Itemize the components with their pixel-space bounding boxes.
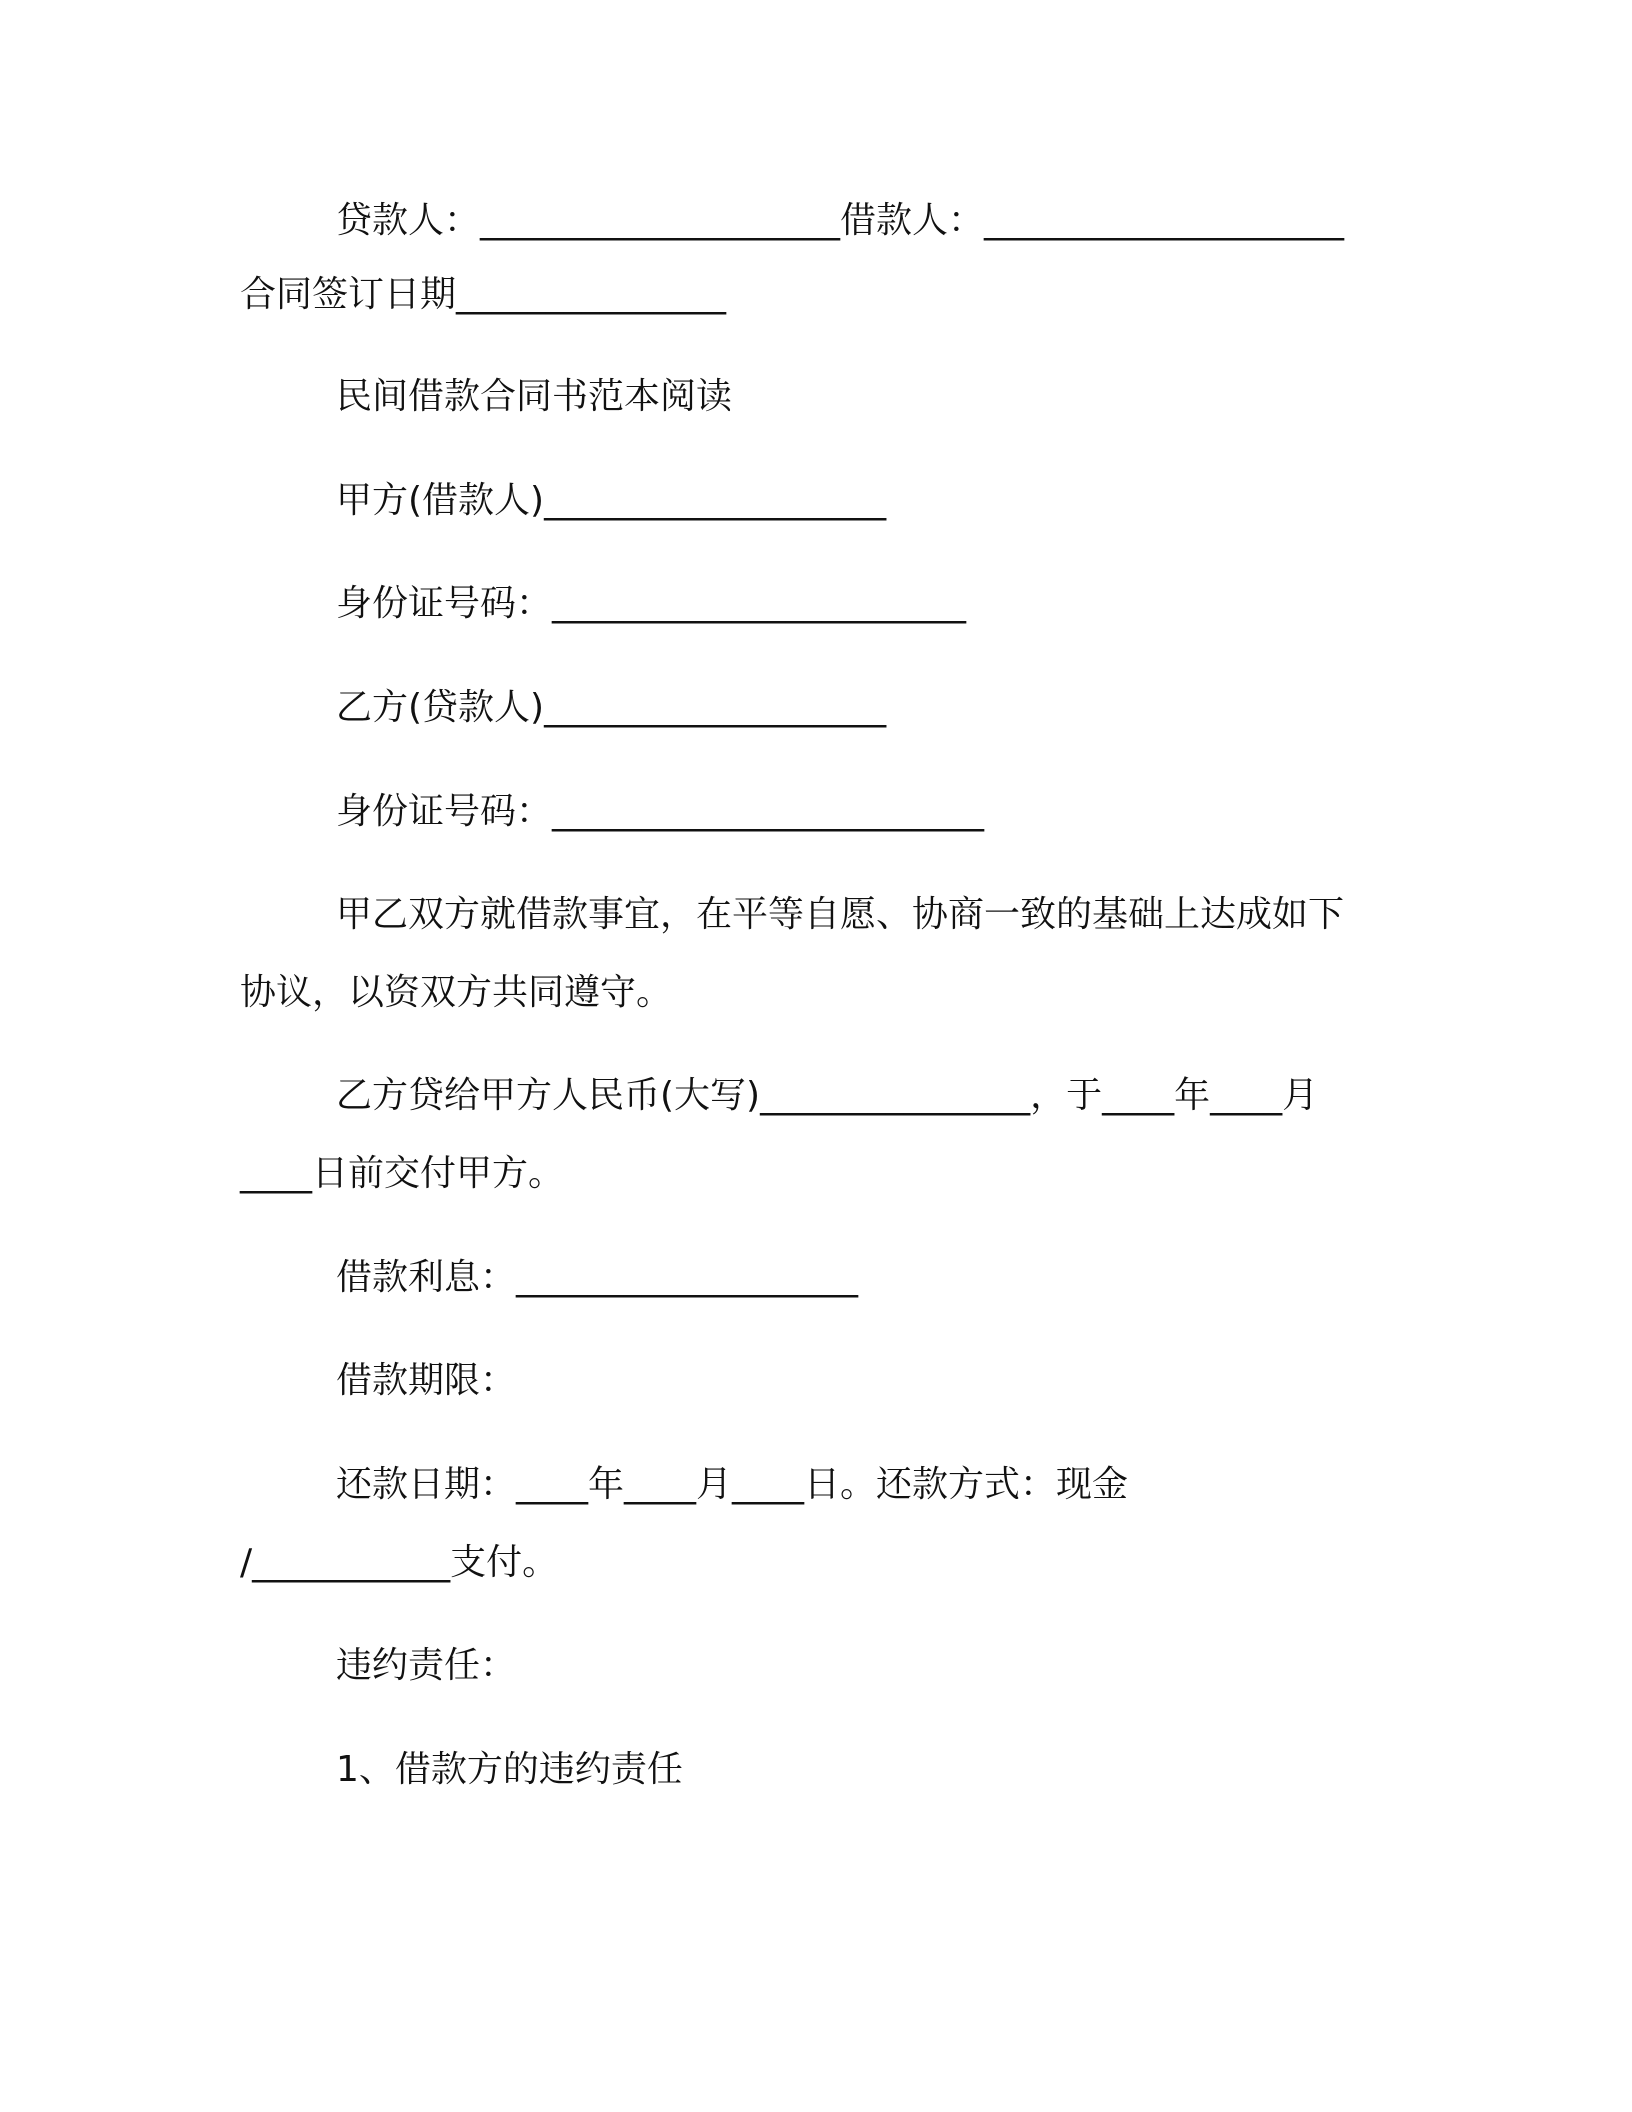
loan-amount-paragraph: 乙方贷给甲方人民币(大写)_______________，于____年____月: [336, 1075, 1319, 1116]
liability-heading: 违约责任：: [336, 1645, 517, 1686]
agreement-paragraph: 甲乙双方就借款事宜，在平等自愿、协商一致的基础上达成如下: [336, 894, 1345, 935]
party-a-id-line: 身份证号码：_______________________: [336, 583, 967, 624]
contract-date-line: 合同签订日期_______________: [240, 274, 727, 315]
party-b-id-line: 身份证号码：________________________: [336, 791, 985, 832]
agreement-paragraph: 协议，以资双方共同遵守。: [240, 972, 673, 1013]
party-a-line: 甲方(借款人)___________________: [336, 480, 887, 521]
signature-line: 贷款人：____________________借款人：____________________: [336, 200, 1345, 241]
party-b-line: 乙方(贷款人)___________________: [336, 687, 887, 728]
loan-term-line: 借款期限：: [336, 1360, 517, 1401]
loan-amount-paragraph: ____日前交付甲方。: [240, 1153, 565, 1194]
document-title: 民间借款合同书范本阅读: [336, 376, 733, 417]
interest-line: 借款利息：___________________: [336, 1257, 859, 1298]
repayment-paragraph: 还款日期：____年____月____日。还款方式：现金: [336, 1464, 1129, 1505]
repayment-paragraph: /___________支付。: [240, 1542, 559, 1583]
borrower-liability-heading: 1、借款方的违约责任: [336, 1749, 683, 1790]
